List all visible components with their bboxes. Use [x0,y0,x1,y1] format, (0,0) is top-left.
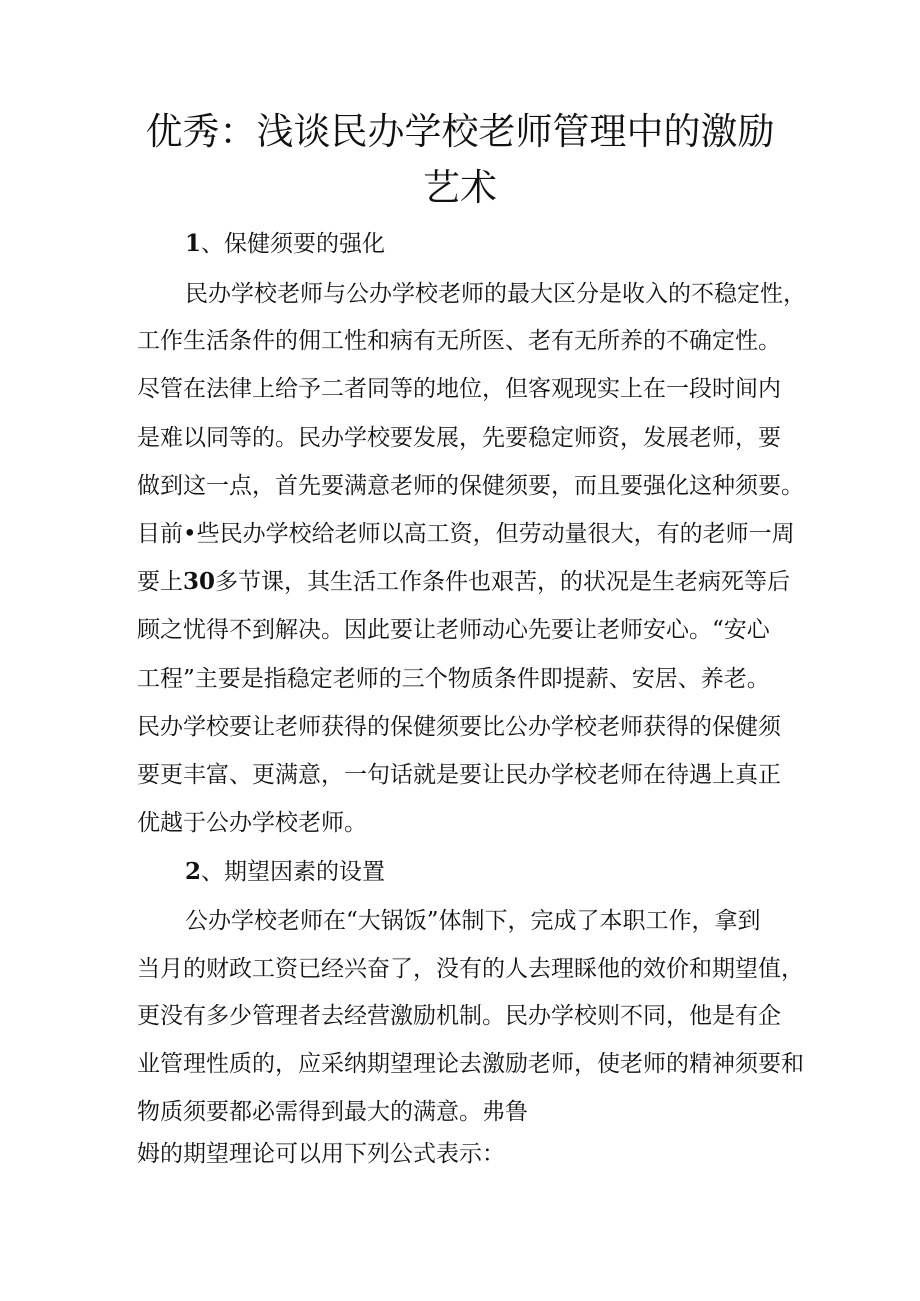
paragraph-line: 尽管在法律上给予二者同等的地位，但客观现实上在一段时间内 [137,376,781,402]
paragraph-line: 要更丰富、更满意，一句话就是要让民办学校老师在待遇上真正 [137,762,781,788]
section-2-heading [185,857,385,887]
paragraph-line: 当月的财政工资已经兴奋了，没有的人去理睬他的效价和期望值， [137,956,804,982]
section-2-number: 2 [185,858,202,885]
paragraph-line [137,567,790,597]
section-1-heading-text: 、保健须要的强化 [201,231,386,257]
paragraph-line: 更没有多少管理者去经营激励机制。民办学校则不同，他是有企 [137,1003,781,1029]
paragraph-line: 做到这一点，首先要满意老师的保健须要，而且要强化这种须要。 [137,473,804,499]
section-1-heading [185,229,385,259]
document-title [0,104,920,216]
paragraph-line: 工程”主要是指稳定老师的三个物质条件即提薪、安居、养老。 [137,666,770,692]
paragraph-line: 顾之忧得不到解决。因此要让老师动心先要让老师安心。“安心 [137,617,770,643]
paragraph-line: 工作生活条件的佣工性和病有无所医、老有无所养的不确定性。 [137,328,781,354]
paragraph-line: 业管理性质的，应采纳期望理论去激励老师，使老师的精神须要和 [137,1051,804,1077]
title-line-1: 优秀：浅谈民办学校老师管理中的激励 [145,110,775,153]
paragraph-line: 目前•些民办学校给老师以高工资，但劳动量很大，有的老师一周 [137,521,795,547]
paragraph-line: 民办学校老师与公办学校老师的最大区分是收入的不稳定性， [185,281,806,307]
paragraph-text: 要上 [137,569,183,595]
section-1-number: 1 [185,230,202,257]
title-line-2: 艺术 [423,166,497,209]
paragraph-line: 民办学校要让老师获得的保健须要比公办学校老师获得的保健须 [137,714,781,740]
paragraph-line: 优越于公办学校老师。 [137,810,367,836]
section-2-heading-text: 、期望因素的设置 [201,859,386,885]
paragraph-line: 公办学校老师在“大锅饭”体制下，完成了本职工作，拿到 [185,908,761,934]
paragraph-text: 多节课，其生活工作条件也艰苦，的状况是生老病死等后 [215,569,791,595]
paragraph-line: 是难以同等的。民办学校要发展，先要稳定师资，发展老师，要 [137,425,781,451]
paragraph-line: 姆的期望理论可以用下列公式表示： [137,1141,505,1167]
paragraph-line: 物质须要都必需得到最大的满意。弗鲁 [137,1099,528,1125]
number-30: 30 [183,568,216,595]
